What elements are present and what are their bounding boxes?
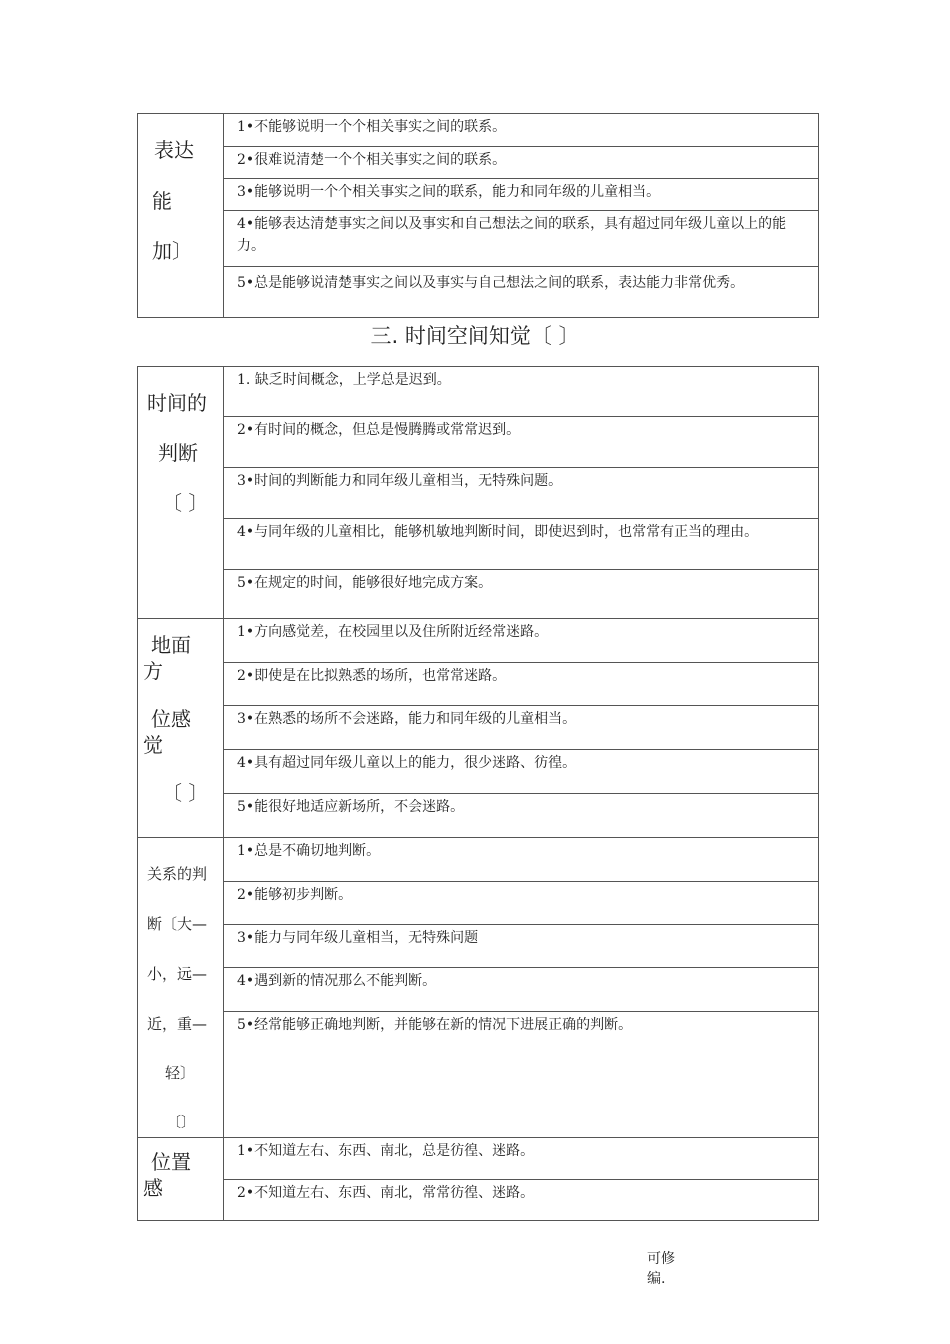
row-text: 2•不知道左右、东西、南北，常常彷徨、迷路。 [237,1185,535,1201]
row-text: 4•与同年级的儿童相比，能够机敏地判断时间，即使迟到时，也常常有正当的理由。 [237,524,759,540]
row-text: 1•不能够说明一个个相关事实之间的联系。 [237,119,507,135]
row-text: 3•能够说明一个个相关事实之间的联系，能力和同年级的儿童相当。 [237,184,661,200]
table-row [224,925,818,968]
table-row [224,211,818,267]
row-text: 3•时间的判断能力和同年级儿童相当，无特殊问题。 [237,473,563,489]
table-row [224,619,818,663]
table-row [224,468,818,519]
row-text: 1. 缺乏时间概念，上学总是迟到。 [237,372,451,388]
table-row [224,706,818,750]
table-row [224,882,818,925]
position-group [138,1138,818,1220]
table-row [224,267,818,317]
row-text: 4•遇到新的情况那么不能判断。 [237,973,437,989]
footer-line: 可修 [647,1251,675,1267]
label-line: 表达 [154,138,194,162]
table-row [224,570,818,618]
table-row [224,1180,818,1220]
label-line: 〔 〕 [162,781,209,805]
table-row [224,1012,818,1137]
row-text: 5•能很好地适应新场所，不会迷路。 [237,799,465,815]
perception-table [137,366,819,1221]
table-row [224,179,818,211]
table-row [224,968,818,1012]
time-label [138,367,224,618]
table-row [224,838,818,882]
table-row [224,114,818,147]
row-text: 3•能力与同年级儿童相当，无特殊问题 [237,930,479,946]
direction-group [138,619,818,838]
row-text: 2•很难说清楚一个个相关事实之间的联系。 [237,152,507,168]
row-text: 1•不知道左右、东西、南北，总是彷徨、迷路。 [237,1143,535,1159]
table-row [224,1138,818,1180]
footer-line: 编. [647,1271,666,1287]
label-line: 〔〕 [167,1115,195,1131]
label-line: 关系的判 [147,865,208,883]
row-text: 2•能够初步判断。 [237,887,353,903]
label-line: 方 [143,659,163,683]
label-line: 位感 [151,707,191,731]
section-title: 三. 时间空间知觉〔 〕 [370,324,580,348]
row-text: 2•有时间的概念，但总是慢腾腾或常常迟到。 [237,422,521,438]
row-text: 2•即使是在比拟熟悉的场所，也常常迷路。 [237,668,507,684]
row-text: 5•经常能够正确地判断，并能够在新的情况下进展正确的判断。 [237,1017,633,1033]
direction-label [138,619,224,837]
position-label [138,1138,224,1220]
label-line: 轻〕 [165,1064,196,1082]
label-line: 位置 [151,1150,191,1174]
row-text: 1•方向感觉差，在校园里以及住所附近经常迷路。 [237,624,549,640]
row-text: 5•在规定的时间，能够很好地完成方案。 [237,575,493,591]
label-line: 小，远— [147,965,208,983]
row-text: 4•具有超过同年级儿童以上的能力，很少迷路、彷徨。 [237,755,577,771]
row-text: 4•能够表达清楚事实之间以及事实和自己想法之间的联系，具有超过同年级儿童以上的能力。 [237,216,787,254]
label-line: 觉 [143,733,163,757]
table-row [224,367,818,417]
label-line: 时间的 [147,391,207,415]
table-row [224,417,818,468]
table-row [224,519,818,570]
label-line: 断〔大— [147,915,208,933]
table-row [224,794,818,837]
table-row [224,750,818,794]
label-line: 地面 [151,633,191,657]
row-text: 3•在熟悉的场所不会迷路，能力和同年级的儿童相当。 [237,711,577,727]
row-text: 5•总是能够说清楚事实之间以及事实与自己想法之间的联系，表达能力非常优秀。 [237,275,745,291]
table-row [224,147,818,179]
label-line: 判断 [158,441,198,465]
relation-label [138,838,224,1137]
relation-group [138,838,818,1138]
label-line: 能 [152,189,172,213]
time-group [138,367,818,619]
footer-note [647,1249,675,1289]
table-row [224,663,818,706]
label-line: 〔 〕 [162,491,209,515]
label-line: 感 [143,1176,163,1200]
label-line: 近，重— [147,1015,208,1033]
row-text: 1•总是不确切地判断。 [237,843,381,859]
expression-label [138,114,224,317]
expression-table [137,113,819,318]
label-line: 加〕 [152,239,192,263]
